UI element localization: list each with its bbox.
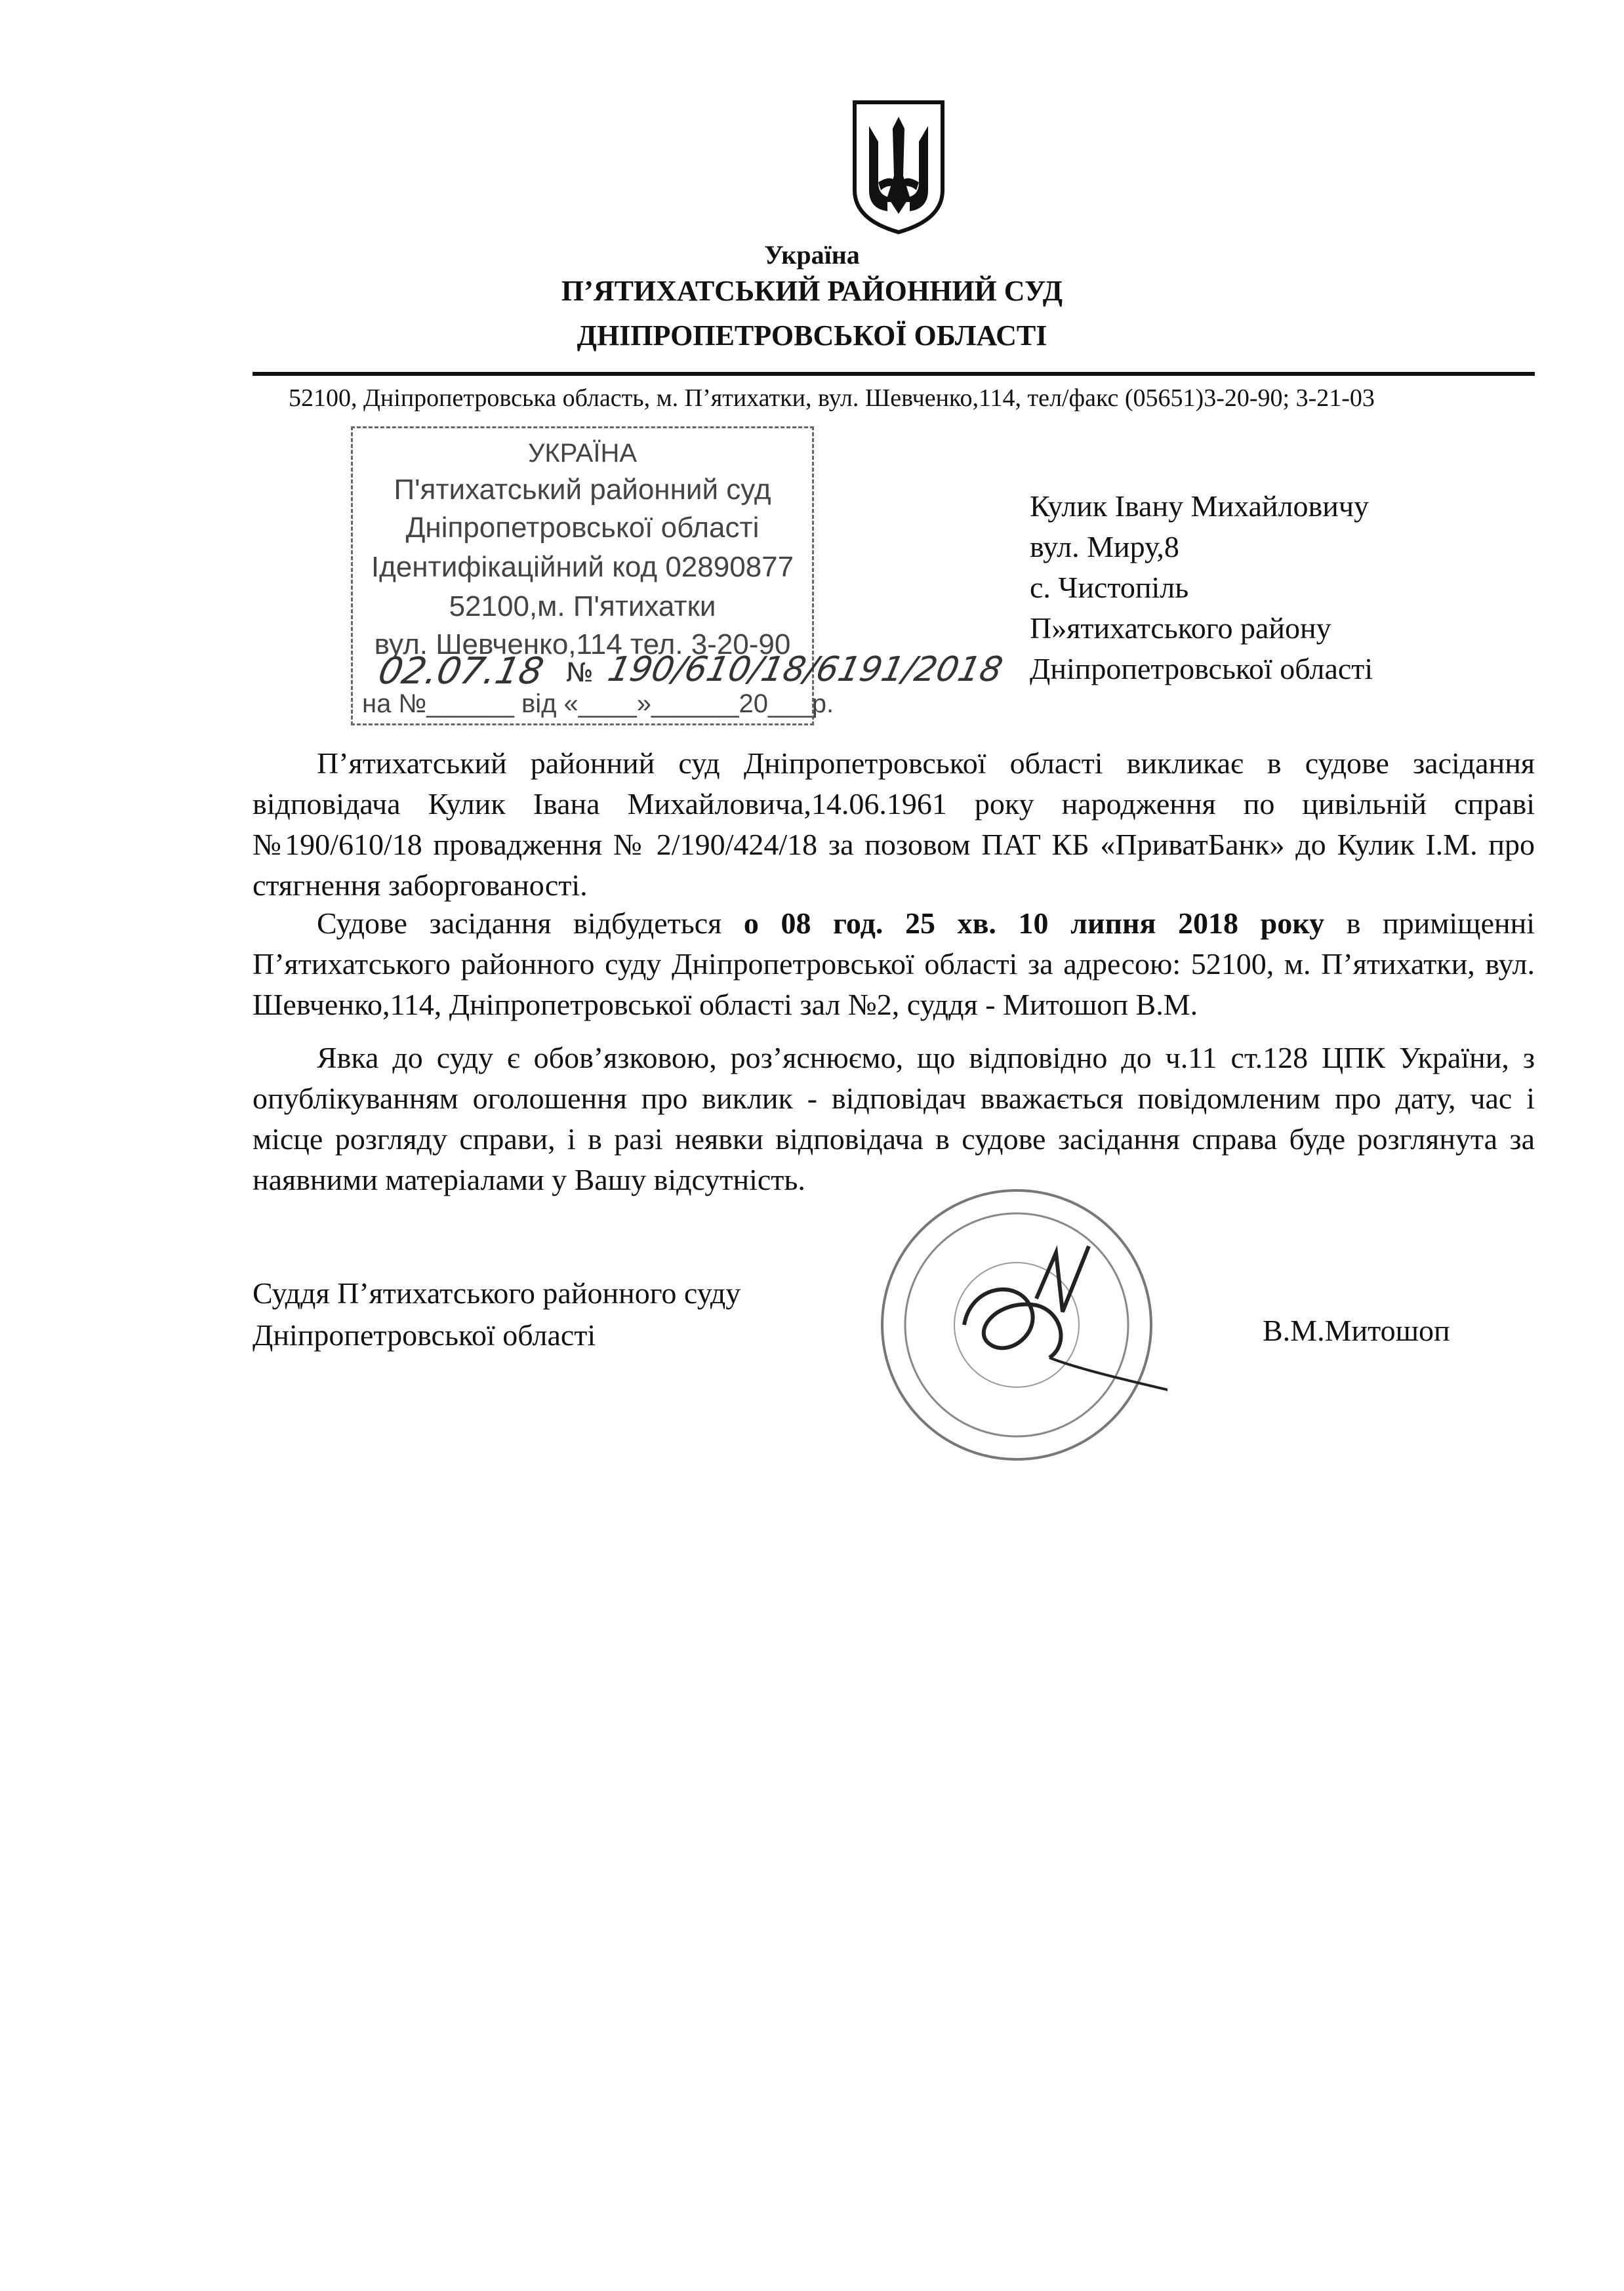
court-address-line: 52100, Дніпропетровська область, м. П’ятихатки, вул. Шевченко,114, тел/факс (05651)3-20-90; 3-21-03 [289,384,1375,412]
body-paragraph-summons: П’ятихатський районний суд Дніпропетровської області викликає в судове засідання відповідача Кулик Івана Михайловича,14.06.1961 року народження по цивільній справі №190/610/18 провадження № 2/190/424/18 за позовом ПАТ КБ «ПриватБанк» до Кулик І.М. про стягнення заборгованості. [253,746,1535,902]
recipient-village: с. Чистопіль [1030,571,1189,604]
country-title: Україна [764,240,860,270]
stamp-line: П'ятихатський районний суд [394,474,771,506]
stamp-line: УКРАЇНА [527,439,638,468]
court-region: ДНІПРОПЕТРОВСЬКОЇ ОБЛАСТІ [577,319,1047,352]
body-paragraph-notice: Явка до суду є обов’язковою, роз’яснюємо, що відповідно до ч.11 ст.128 ЦПК України, з опублікуванням оголошення про виклик - відповідач вважається повідомленим про дату, час і місце розгляду справи, і в разі неявки відповідача в судове засідання справа буде розглянута за наявними матеріалами у Вашу відсутність. [253,1041,1535,1196]
hearing-text: Судове засідання відбудеться [317,906,744,940]
stamp-reply-line: на №______ від «____»______20___р. [362,689,834,718]
stamp-handwritten-number: 190/610/18/6191/2018 [604,650,1006,689]
registration-stamp [351,426,1006,725]
recipient-name: Кулик Івану Михайловичу [1030,489,1369,523]
signature-position-line1: Суддя П’ятихатського районного суду [253,1276,741,1310]
header-rule [253,372,1535,376]
signature-position-line2: Дніпропетровської області [253,1318,596,1352]
stamp-line: 52100,м. П'ятихатки [449,590,716,622]
stamp-handwritten-date: 02.07.18 [375,650,548,693]
body-paragraph-hearing [253,903,1535,1025]
recipient-district: П»ятихатського району [1030,611,1331,645]
signature-name: В.М.Митошоп [1263,1314,1450,1347]
court-name: П’ЯТИХАТСЬКИЙ РАЙОННИЙ СУД [561,275,1063,307]
stamp-line: вул. Шевченко,114 тел. 3-20-90 [374,628,791,660]
hearing-text: в приміщенні П’ятихатського районного суду Дніпропетровської області за адресою: 52100, м. П’ятихатки, вул. Шевченко,114, Дніпропетровської області зал №2, суддя - Митошоп В.М. [253,906,1535,1021]
hearing-datetime: о 08 год. 25 хв. 10 липня 2018 року [743,906,1325,940]
recipient-street: вул. Миру,8 [1030,530,1179,563]
stamp-number-label: № [566,658,594,688]
court-seal-icon [866,1174,1167,1476]
stamp-line: Дніпропетровської області [405,512,760,544]
coat-of-arms-icon [849,98,948,236]
stamp-line: Ідентифікаційний код 02890877 [371,551,794,583]
recipient-region: Дніпропетровської області [1030,652,1373,685]
